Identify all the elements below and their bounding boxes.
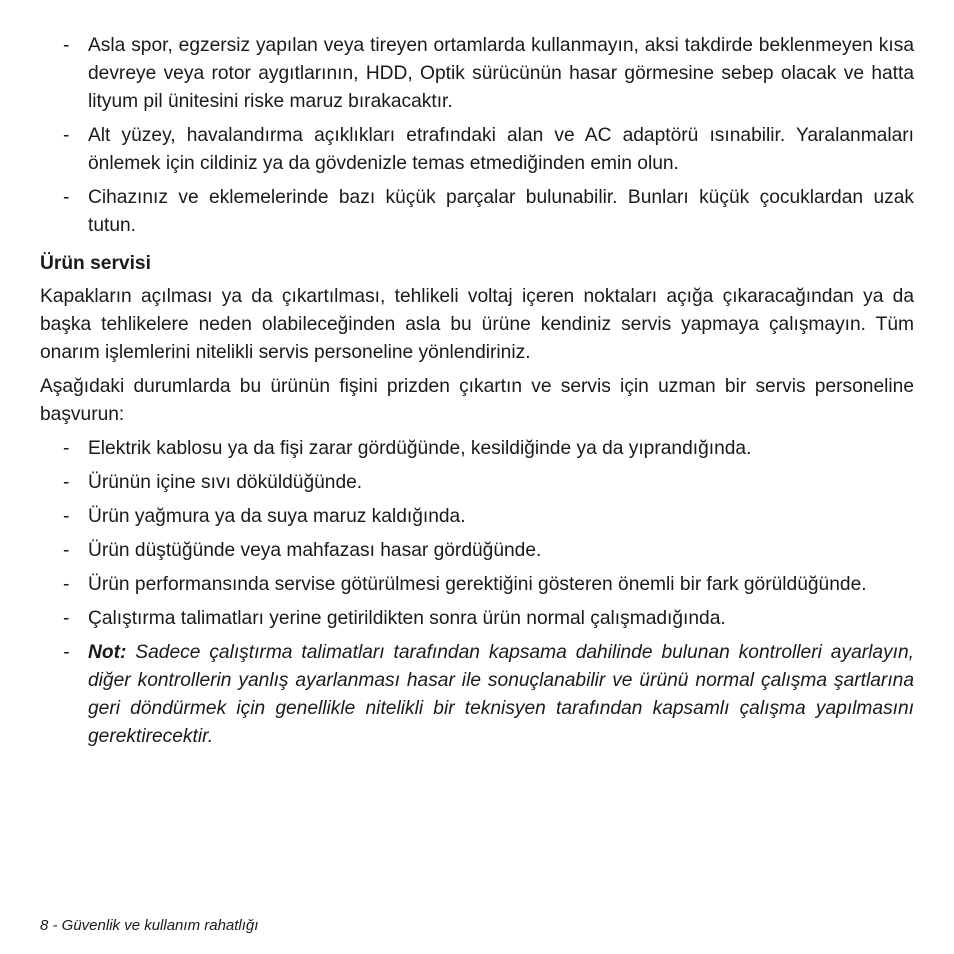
list-item: - Elektrik kablosu ya da fişi zarar gördüğünde, kesildiğinde ya da yıprandığında.	[40, 435, 914, 463]
list-item: - Cihazınız ve eklemelerinde bazı küçük parçalar bulunabilir. Bunları küçük çocuklardan uzak tutun.	[40, 184, 914, 240]
list-item: - Ürün düştüğünde veya mahfazası hasar gördüğünde.	[40, 537, 914, 565]
list-item: - Ürün yağmura ya da suya maruz kaldığında.	[40, 503, 914, 531]
paragraph: Aşağıdaki durumlarda bu ürünün fişini prizden çıkartın ve servis için uzman bir servis personeline başvurun:	[40, 376, 914, 425]
page-footer: 8 - Güvenlik ve kullanım rahatlığı	[40, 917, 259, 934]
note-text: Sadece çalıştırma talimatları tarafından kapsama dahilinde bulunan kontrolleri ayarlayın, diğer kontrollerin yanlış ayarlanması hasar ile sonuçlanabilir ve ürünü normal çalışma şartlarına geri döndürmek için genellikle nitelikli bir teknisyen tarafından kapsamlı çalışma yapılmasını gerektirecektir.	[88, 642, 914, 747]
list-item: - Çalıştırma talimatları yerine getirildikten sonra ürün normal çalışmadığında.	[40, 605, 914, 633]
section-heading: Ürün servisi	[40, 253, 151, 274]
service-conditions-list	[40, 435, 914, 751]
paragraph: Kapakların açılması ya da çıkartılması, tehlikeli voltaj içeren noktaları açığa çıkaracağından ya da başka tehlikelere neden olabileceğinden asla bu ürüne kendiniz servis yapmaya çalışmayın. Tüm onarım işlemlerini nitelikli servis personeline yönlendiriniz.	[40, 286, 914, 363]
list-item: - Ürün performansında servise götürülmesi gerektiğini gösteren önemli bir fark görüldüğünde.	[40, 571, 914, 599]
list-item: - Asla spor, egzersiz yapılan veya tireyen ortamlarda kullanmayın, aksi takdirde beklenmeyen kısa devreye veya rotor aygıtlarının, HDD, Optik sürücünün hasar görmesine sebep olacak ve hatta lityum pil ünitesini riske maruz bırakacaktır.	[40, 32, 914, 116]
document-body	[40, 32, 914, 751]
hazard-list	[40, 32, 914, 240]
note-label: Not:	[88, 642, 127, 663]
note-item	[40, 639, 914, 751]
list-item: - Alt yüzey, havalandırma açıklıkları etrafındaki alan ve AC adaptörü ısınabilir. Yaralanmaları önlemek için cildiniz ya da gövdenizle temas etmediğinden emin olun.	[40, 122, 914, 178]
list-item: - Ürünün içine sıvı döküldüğünde.	[40, 469, 914, 497]
